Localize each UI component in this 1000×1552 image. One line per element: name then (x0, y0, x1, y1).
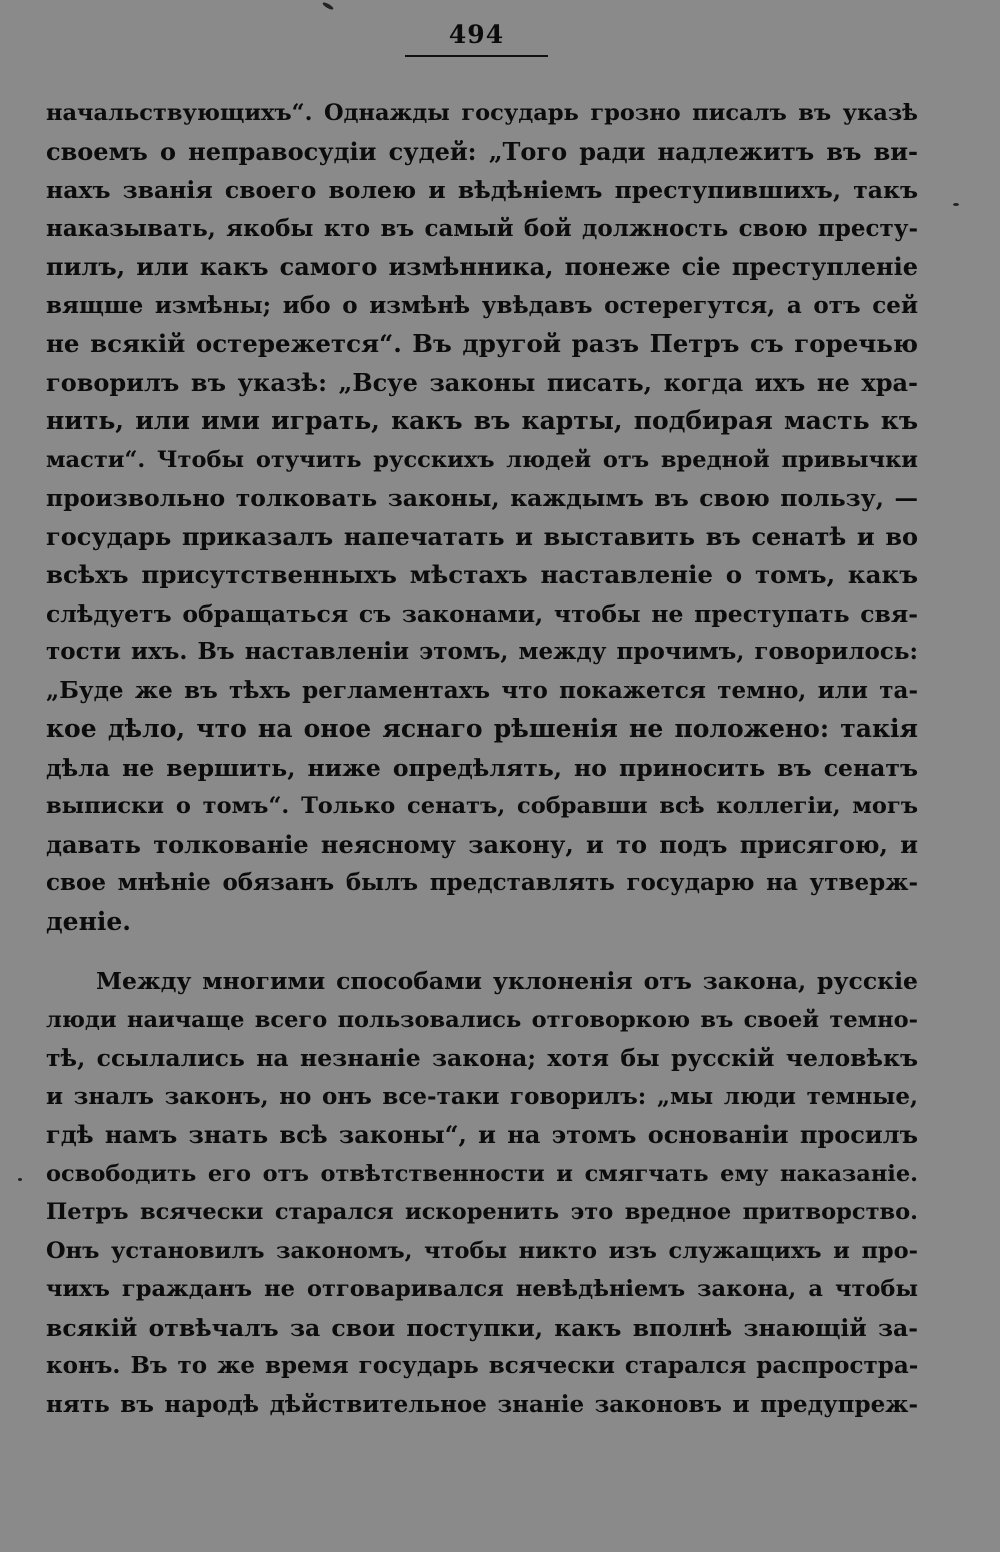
text-line: свое мнѣніе обязанъ былъ представлять государю на утверж- (46, 869, 918, 896)
text-line: деніе. (46, 906, 131, 936)
text-line: Онъ установилъ закономъ, чтобы никто изъ служащихъ и про- (46, 1237, 918, 1264)
text-line: нахъ званія своего волею и вѣдѣніемъ преступившихъ, такъ (46, 176, 918, 204)
page-number-rule (405, 55, 548, 57)
text-line: наказывать, якобы кто въ самый бой должность свою престу- (46, 214, 918, 242)
print-speck (322, 1, 334, 10)
text-line: говорилъ въ указѣ: „Всуе законы писать, когда ихъ не хра- (46, 367, 918, 397)
text-line: Петръ всячески старался искоренить это вредное притворство. (46, 1199, 918, 1225)
text-line: своемъ о неправосудіи судей: „Того ради надлежитъ въ ви- (46, 136, 918, 166)
text-line: и зналъ законъ, но онъ все-таки говорилъ: „мы люди темные, (46, 1082, 918, 1110)
text-line: нять въ народѣ дѣйствительное знаніе законовъ и предупреж- (46, 1390, 918, 1418)
print-speck (953, 203, 959, 206)
text-line: гдѣ намъ знать всѣ законы“, и на этомъ основаніи просилъ (46, 1120, 918, 1149)
text-line: тости ихъ. Въ наставленіи этомъ, между прочимъ, говорилось: (46, 638, 918, 665)
text-line: давать толкованіе неясному закону, и то подъ присягою, и (46, 829, 918, 859)
text-line: вящше измѣны; ибо о измѣнѣ увѣдавъ остерегутся, а отъ сей (46, 291, 918, 319)
text-line: выписки о томъ“. Только сенатъ, собравши всѣ коллегіи, могъ (46, 793, 918, 819)
text-line: произвольно толковать законы, каждымъ въ свою пользу, — (46, 484, 918, 512)
page-number: 494 (448, 20, 505, 49)
text-line: слѣдуетъ обращаться съ законами, чтобы не преступать свя- (46, 599, 918, 628)
text-line: дѣла не вершить, ниже опредѣлять, но приносить въ сенатъ (46, 753, 918, 782)
text-line: государь приказалъ напечатать и выставить въ сенатѣ и во (46, 521, 918, 551)
text-line: всѣхъ присутственныхъ мѣстахъ наставленіе о томъ, какъ (46, 560, 918, 589)
text-line: кое дѣло, что на оное яснаго рѣшенія не положено: такія (46, 714, 918, 743)
paragraph-1 (46, 94, 918, 941)
text-line: люди наичаще всего пользовались отговоркою въ своей темно- (46, 1006, 918, 1033)
text-line: „Буде же въ тѣхъ регламентахъ что покажется темно, или та- (46, 676, 918, 704)
text-line: тѣ, ссылались на незнаніе закона; хотя бы русскій человѣкъ (46, 1044, 918, 1072)
text-line: масти“. Чтобы отучить русскихъ людей отъ вредной привычки (46, 446, 918, 473)
text-line: Между многими способами уклоненія отъ закона, русскіе (96, 967, 918, 995)
text-line: начальствующихъ“. Однажды государь грозно писалъ въ указѣ (46, 100, 918, 126)
text-line: нить, или ими играть, какъ въ карты, подбирая масть къ (46, 406, 918, 435)
text-line: пилъ, или какъ самого измѣнника, понеже сіе преступленіе (46, 252, 918, 281)
text-line: всякій отвѣчалъ за свои поступки, какъ вполнѣ знающій за- (46, 1313, 918, 1342)
paragraph-2 (46, 962, 918, 1424)
print-speck (18, 1178, 22, 1181)
text-line: не всякій остережется“. Въ другой разъ Петръ съ горечью (46, 329, 918, 358)
text-line: освободить его отъ отвѣтственности и смягчать ему наказаніе. (46, 1160, 918, 1187)
text-line: чихъ гражданъ не отговаривался невѣдѣніемъ закона, а чтобы (46, 1276, 918, 1302)
text-line: конъ. Въ то же время государь всячески старался распростра- (46, 1352, 919, 1379)
